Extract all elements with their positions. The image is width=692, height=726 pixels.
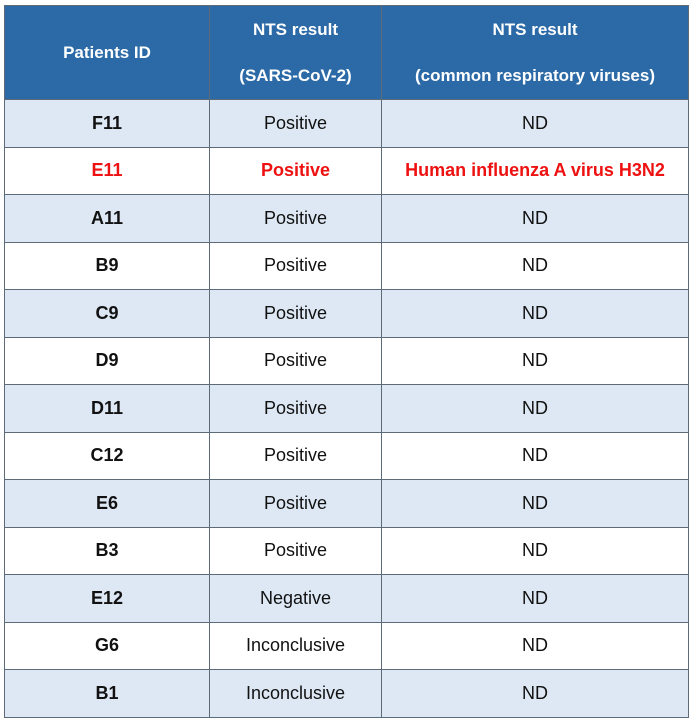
patient-id-cell: G6 (5, 622, 210, 670)
header-nts-sars (210, 6, 382, 100)
sars-result-cell: Positive (210, 290, 382, 338)
header-patients-id (5, 6, 210, 100)
patient-id-cell: E11 (5, 147, 210, 195)
patient-id-cell: C12 (5, 432, 210, 480)
table-row (5, 147, 689, 195)
header-nts-sars-line2: (SARS-CoV-2) (239, 65, 352, 85)
header-nts-sars-line1: NTS result (252, 19, 339, 39)
patient-id-cell: E12 (5, 575, 210, 623)
header-patients-id-label: Patients ID (63, 42, 151, 62)
sars-result-cell: Positive (210, 195, 382, 243)
table-row (5, 195, 689, 243)
table-row (5, 432, 689, 480)
table-header (5, 6, 689, 100)
sars-result-cell: Positive (210, 242, 382, 290)
patient-id-cell: B9 (5, 242, 210, 290)
patient-id-cell: C9 (5, 290, 210, 338)
patient-id-cell: D11 (5, 385, 210, 433)
common-virus-result-cell: ND (382, 290, 689, 338)
common-virus-result-cell: ND (382, 480, 689, 528)
table-body (5, 100, 689, 718)
header-nts-common-line2: (common respiratory viruses) (415, 65, 655, 85)
patient-id-cell: B3 (5, 527, 210, 575)
common-virus-result-cell: ND (382, 337, 689, 385)
table-row (5, 290, 689, 338)
table-row (5, 337, 689, 385)
common-virus-result-cell: ND (382, 195, 689, 243)
table-row (5, 385, 689, 433)
sars-result-cell: Negative (210, 575, 382, 623)
sars-result-cell: Inconclusive (210, 670, 382, 718)
table-row (5, 622, 689, 670)
sars-result-cell: Positive (210, 432, 382, 480)
common-virus-result-cell: ND (382, 670, 689, 718)
table-row (5, 100, 689, 148)
sars-result-cell: Inconclusive (210, 622, 382, 670)
header-nts-common (382, 6, 689, 100)
header-row (5, 6, 689, 100)
nts-results-table (4, 5, 689, 718)
common-virus-result-cell: ND (382, 242, 689, 290)
table-row (5, 575, 689, 623)
patient-id-cell: B1 (5, 670, 210, 718)
table-row (5, 242, 689, 290)
common-virus-result-cell: ND (382, 432, 689, 480)
patient-id-cell: A11 (5, 195, 210, 243)
sars-result-cell: Positive (210, 100, 382, 148)
patient-id-cell: F11 (5, 100, 210, 148)
common-virus-result-cell: Human influenza A virus H3N2 (382, 147, 689, 195)
common-virus-result-cell: ND (382, 575, 689, 623)
common-virus-result-cell: ND (382, 527, 689, 575)
sars-result-cell: Positive (210, 385, 382, 433)
table-row (5, 527, 689, 575)
table-row (5, 480, 689, 528)
common-virus-result-cell: ND (382, 100, 689, 148)
common-virus-result-cell: ND (382, 385, 689, 433)
header-nts-common-line1: NTS result (492, 19, 578, 39)
common-virus-result-cell: ND (382, 622, 689, 670)
table-row (5, 670, 689, 718)
sars-result-cell: Positive (210, 147, 382, 195)
sars-result-cell: Positive (210, 527, 382, 575)
results-table-container (4, 5, 688, 718)
sars-result-cell: Positive (210, 337, 382, 385)
patient-id-cell: E6 (5, 480, 210, 528)
sars-result-cell: Positive (210, 480, 382, 528)
patient-id-cell: D9 (5, 337, 210, 385)
